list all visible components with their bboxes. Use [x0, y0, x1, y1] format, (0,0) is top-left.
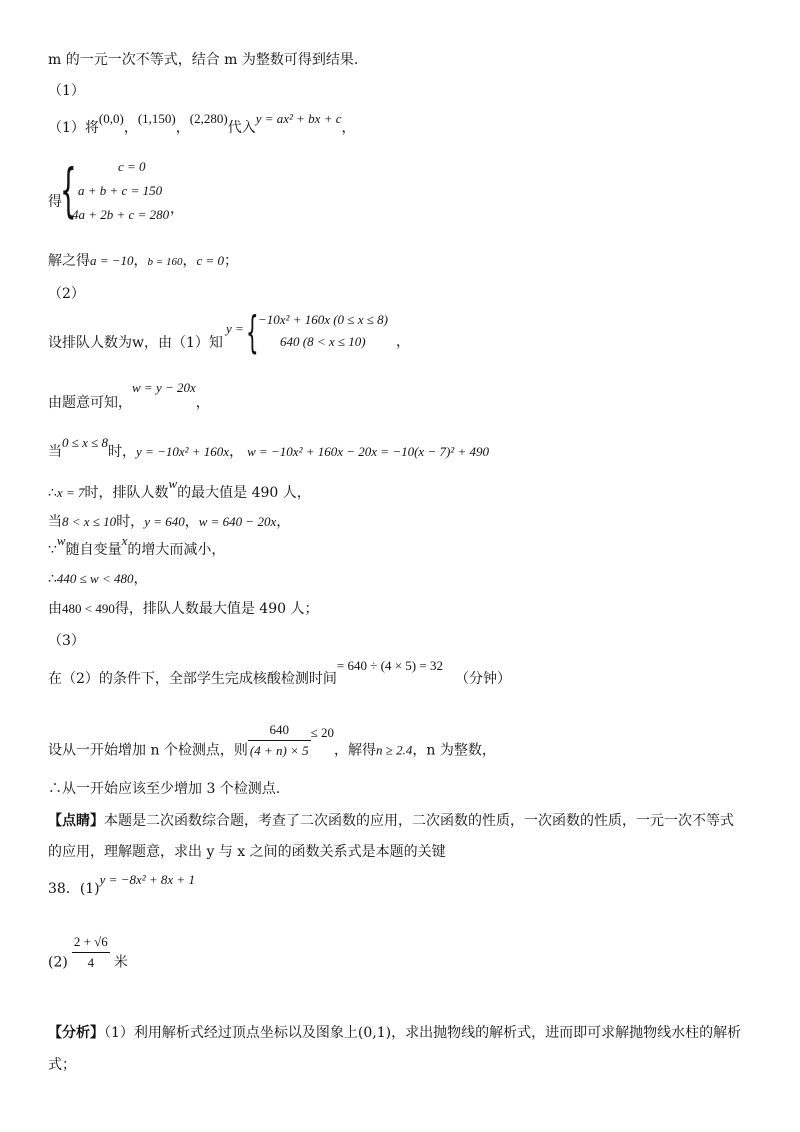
case1-condition: 0 ≤ x ≤ 8: [62, 435, 109, 450]
q38-answer-1: y = −8x² + 8x + 1: [99, 872, 195, 887]
case1-when: 当: [48, 444, 62, 460]
system-eq-2: a + b + c = 150: [78, 183, 163, 198]
piecewise-brace: {: [246, 307, 259, 358]
system-eq-3: 4a + 2b + c = 280: [72, 207, 170, 222]
system-end-comma: ，: [170, 201, 184, 217]
point-3: (2,280): [189, 111, 228, 126]
range-line: [48, 570, 148, 588]
case2-when: 当: [48, 514, 62, 530]
compare-text: 得，排队人数最大值是 490 人；: [114, 601, 319, 617]
part1-lead: （1）将: [48, 120, 99, 136]
ineq-solution: n ≥ 2.4: [376, 742, 413, 758]
case2-y: y = 640: [144, 514, 185, 529]
ineq-sol-lead: ，解得: [334, 742, 377, 759]
deduce-end: ，: [195, 395, 210, 411]
q38-number: 38．(1): [48, 881, 100, 897]
ineq-rhs: ≤ 20: [310, 724, 335, 740]
because-x: x: [121, 533, 128, 548]
q38-line-1: [48, 872, 195, 898]
solution-a: a = −10: [90, 253, 134, 268]
case1-time: 时，: [108, 444, 137, 460]
system-left-brace: {: [60, 156, 77, 224]
case2-condition: 8 < x ≤ 10: [62, 514, 117, 529]
deduce-line: [48, 380, 210, 412]
q38-answer-2-denominator: 4: [87, 955, 95, 970]
part2-marker: （2）: [48, 286, 85, 302]
solve-lead: 解之得: [48, 253, 90, 269]
q38-line-2: [48, 934, 128, 982]
solution-c: c = 0: [196, 253, 225, 268]
ineq-denominator: (4 + n) × 5: [249, 743, 309, 758]
substitute-word: 代入: [227, 120, 256, 136]
case1-max-line: [48, 476, 311, 502]
because-w: w: [56, 533, 66, 548]
q38-answer-2: [72, 933, 110, 972]
case1-max-text: 时，排队人数: [84, 485, 169, 501]
range-end: ，: [133, 571, 148, 587]
case1-line: 当0 ≤ x ≤ 8时，y = −10x² + 160x， w = −10x² + 160x − 20x = −10(x − 7)² + 490: [48, 435, 489, 460]
point-2: (1,150): [137, 111, 176, 126]
analysis-text-1: （1）利用解析式经过顶点坐标以及图象上(0,1)，求出抛物线的解析式，进而即可求解抛物线水柱的解析: [104, 1025, 742, 1041]
therefore-symbol: ∴: [48, 485, 57, 501]
because-text-1: 随自变量: [65, 542, 122, 558]
because-text-2: 的增大而减小，: [127, 542, 226, 558]
comment-text-1: 本题是二次函数综合题，考查了二次函数的应用，二次函数的性质，一次函数的性质，一元一次不等式: [104, 813, 734, 829]
ineq-fraction: [248, 721, 311, 760]
part1-substitute-line: [48, 111, 356, 137]
comment-tag: 【点睛】: [48, 813, 104, 829]
time-equation: = 640 ÷ (4 × 5) = 32: [336, 658, 443, 673]
q38-unit: 米: [113, 954, 128, 971]
solution-b: b = 160: [147, 256, 183, 268]
therefore-symbol: ∴: [48, 571, 57, 587]
intro-line: m 的一元一次不等式，结合 m 为整数可得到结果.: [48, 52, 359, 68]
solution-line: 解之得a = −10，b = 160，c = 0；: [48, 253, 239, 269]
system-got-label: 得: [48, 194, 62, 210]
case2-line: 当8 < x ≤ 10时，y = 640，w = 640 − 20x，: [48, 514, 291, 530]
case2-w: w = 640 − 20x: [198, 514, 277, 529]
part3-marker: （3）: [48, 633, 85, 649]
solve-end: ；: [224, 253, 239, 269]
analysis-line-1: [48, 1024, 741, 1042]
q38-answer-2-numerator: 2 + √6: [72, 933, 110, 953]
ineq-sol-end: ，n 为整数，: [412, 742, 496, 759]
ineq-lead: 设从一开始增加 n 个检测点，则: [48, 742, 248, 759]
case1-y: y = −10x² + 160x: [136, 444, 230, 459]
time-lead: 在（2）的条件下，全部学生完成核酸检测时间: [48, 671, 337, 687]
comment-line-1: [48, 812, 734, 830]
time-unit: （分钟）: [454, 671, 511, 687]
piecewise-case-2: 640 (8 < x ≤ 10): [280, 334, 366, 349]
w-definition: w = y − 20x: [132, 380, 196, 395]
case1-max-value: 的最大值是 490 人，: [177, 485, 311, 501]
compare-lead: 由: [48, 601, 62, 617]
part3-conclusion: ∴从一开始应该至少增加 3 个检测点.: [48, 781, 281, 797]
piecewise-end: ，: [396, 334, 410, 350]
because-symbol: ∵: [48, 542, 57, 558]
ineq-line: [48, 722, 496, 770]
case2-time: 时，: [116, 514, 145, 530]
ineq-numerator: 640: [248, 721, 311, 741]
comment-line-2: 的应用，理解题意，求出 y 与 x 之间的函数关系式是本题的关键: [48, 844, 446, 860]
q38-part2-label: (2): [48, 954, 68, 971]
separator: ，: [175, 120, 190, 136]
end-comma: ，: [341, 120, 356, 136]
part1-marker: （1）: [48, 83, 85, 99]
compare-line: [48, 600, 318, 618]
piecewise-case-1: −10x² + 160x (0 ≤ x ≤ 8): [258, 312, 388, 327]
separator: ，: [123, 120, 138, 136]
piecewise-y: y =: [226, 321, 244, 336]
analysis-tag: 【分析】: [48, 1025, 104, 1041]
case1-max-var: w: [168, 476, 178, 491]
w-range: 440 ≤ w < 480: [56, 571, 134, 586]
system-eq-1: c = 0: [118, 159, 146, 174]
compare-inequality: 480 < 490: [62, 601, 115, 616]
case1-w: w = −10x² + 160x − 20x = −10(x − 7)² + 490: [247, 444, 489, 459]
time-line: [48, 658, 511, 688]
because-line: [48, 533, 226, 559]
deduce-lead: 由题意可知，: [48, 395, 132, 411]
part2-setup-lead: 设排队人数为w，由（1）知: [48, 335, 223, 351]
point-1: (0,0): [98, 111, 124, 126]
quadratic-equation: y = ax² + bx + c: [255, 111, 342, 126]
case1-max-x: x = 7: [56, 485, 85, 500]
analysis-line-2: 式；: [48, 1057, 76, 1073]
